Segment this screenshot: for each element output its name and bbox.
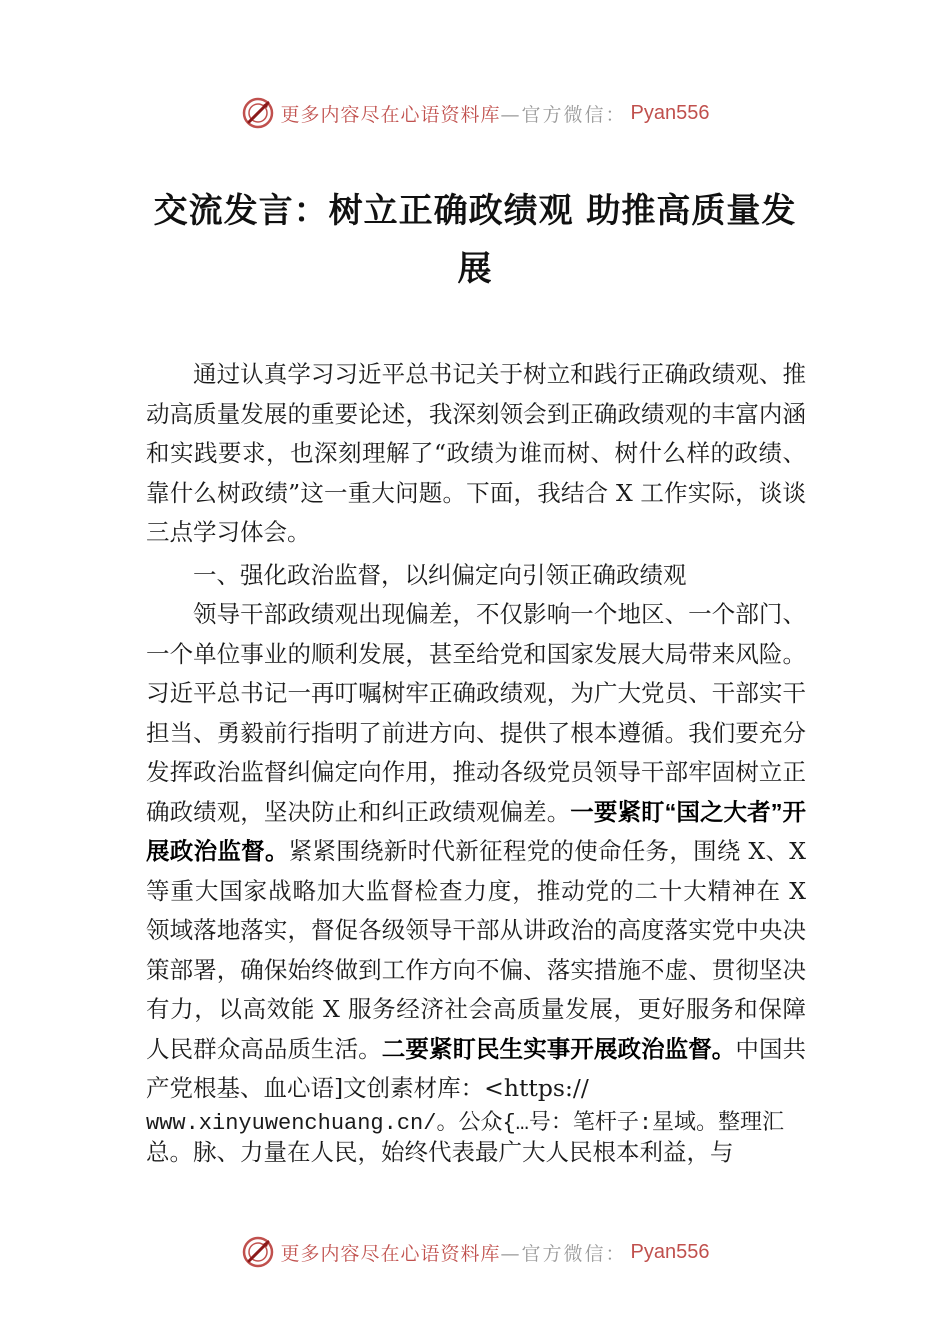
pen-logo-icon [241,1235,275,1269]
section-1-paragraph [146,595,806,1109]
intro-paragraph: 通过认真学习习近平总书记关于树立和践行正确政绩观、推动高质量发展的重要论述，我深刻领会到正确政绩观的丰富内涵和实践要求，也深刻理解了“政绩为谁而树、树什么样的政绩、靠什么树政绩”这一重大问题。下面，我结合 X 工作实际，谈谈三点学习体会。 [146,360,806,546]
section-1-text-d: 总。脉、力量在人民，始终代表最广大人民根本利益，与 [146,1137,734,1166]
section-1-text-c: 中国共产党根基、血心语]文创素材库：<https:// [146,1034,807,1102]
key-point-1: 一要紧盯“国之大者”开展政治监督。 [146,798,807,864]
pen-logo-icon [241,96,275,130]
watermark-url-line: www.xinyuwenchuang.cn/。公众{…号：笔杆子:星域。整理汇 [146,1110,785,1136]
banner-wechat-label: —官方微信： [500,1242,627,1265]
section-1-text-a: 领导干部政绩观出现偏差，不仅影响一个地区、一个部门、一个单位事业的顺利发展，甚至给党和国家发展大局带来风险。习近平总书记一再叮嘱树牢正确政绩观，为广大党员、干部实干担当、勇毅前行指明了前进方向、提供了根本遵循。我们要充分发挥政治监督纠偏定向作用，推动各级党员领导干部牢固树立正确政绩观，坚决防止和纠正政绩观偏差。 [146,600,806,826]
footer-banner [0,1232,950,1272]
banner-wechat-label: —官方微信： [500,103,627,126]
header-banner [0,93,950,133]
banner-wechat-handle: Pyan556 [630,1240,710,1263]
section-1-text-b: 紧紧围绕新时代新征程党的使命任务，围绕 X、X 等重大国家战略加大监督检查力度，推动党的二十大精神在 X 领域落地落实，督促各级领导干部从讲政治的高度落实党中央决策部署，确保始终做到工作方向不偏、落实措施不虚、贯彻坚决有力，以高效能 X 服务经济社会高质量发展，更好服务和保障人民群众高品质生活。 [146,837,806,1063]
title-line-2: 展 [457,249,493,289]
banner-promo-text: 更多内容尽在心语资料库 [280,103,501,126]
document-body [146,355,806,1167]
title-line-1: 交流发言：树立正确政绩观 助推高质量发 [153,191,797,231]
section-heading-1: 一、强化政治监督，以纠偏定向引领正确政绩观 [193,560,687,589]
banner-wechat-handle: Pyan556 [630,101,710,124]
banner-promo-text: 更多内容尽在心语资料库 [280,1242,501,1265]
document-title [120,182,830,298]
key-point-2: 二要紧盯民生实事开展政治监督。 [381,1035,736,1062]
